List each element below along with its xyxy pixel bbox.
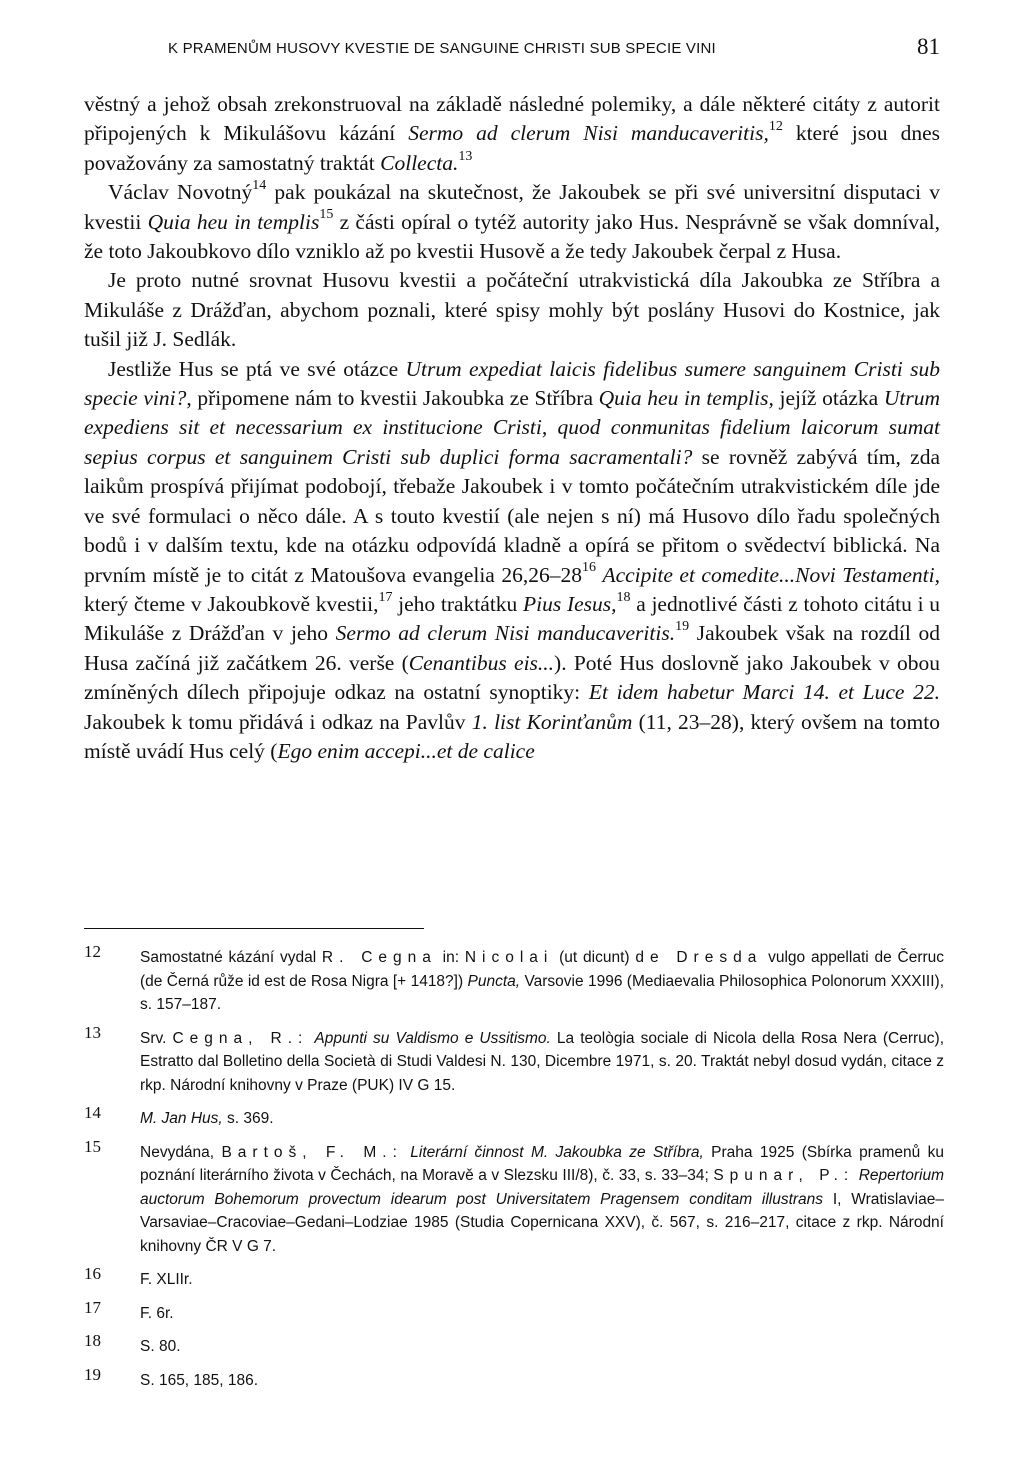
footnote-ref: 19: [675, 619, 690, 635]
author-name: Nicolai: [464, 949, 554, 966]
footnote-number: 15: [84, 1136, 101, 1156]
author-name: Bartoš, F. M.:: [221, 1143, 403, 1161]
author-name: Spunar, P.:: [713, 1167, 855, 1184]
footnote-text: S. 80.: [140, 1338, 181, 1355]
footnote-17: [84, 1297, 944, 1326]
text-span: z části opíral o tytéž autority jako Hus. Nesprávně se však domníval, že toto Jakoubkovo dílo vzniklo až po kvestii Husově a že tedy Jakoubek čerpal z Husa.: [84, 209, 940, 264]
footnote-number: 19: [84, 1364, 101, 1384]
work-title: Puncta,: [467, 972, 521, 990]
work-title: Collecta.: [380, 150, 459, 175]
text-span: Varsovie 1996 (Mediaevalia Philosophica Polonorum XXXIII), s. 157–187.: [140, 972, 945, 1013]
footnote-text: S. 165, 185, 186.: [140, 1371, 259, 1389]
author-name: R. Cegna: [321, 949, 437, 966]
text-span: ). Poté Hus doslovně jako Jakoubek v obou zmíněných dílech připojuje odkaz na ostatní synoptiky:: [84, 650, 940, 705]
quote: Et idem habetur Marci 14. et Luce 22.: [588, 680, 940, 705]
work-title: 1. list Korinťanům: [471, 709, 633, 734]
text-span: který čteme v Jakoubkově kvestii,: [84, 591, 379, 616]
footnote-text: F. XLIIr.: [140, 1271, 193, 1288]
text-span: se rovněž zabývá tím, zda laikům prospívá přijímat podobojí, třebaže Jakoubek i v tomto počátečním utrakvistickém díle jde ve své formulaci o něco dále. A s touto kvestií (ale nejen s ní) má Husovo dílo řadu společných bodů i v dalším textu, kde na otázku odpovídá kladně a opírá se přitom o svědectví biblická. Na prvním místě je to citát z Matoušova evangelia 26,26–28: [84, 444, 940, 587]
paragraph-1: [84, 90, 940, 178]
footnote-13: [84, 1022, 944, 1098]
running-head: K PRAMENŮM HUSOVY KVESTIE DE SANGUINE CHRISTI SUB SPECIE VINI: [168, 40, 716, 57]
text-span: Srv.: [140, 1029, 173, 1047]
footnote-number: 13: [84, 1022, 101, 1042]
footnote-divider: [84, 928, 424, 929]
footnote-16: [84, 1264, 944, 1292]
footnote-15: [84, 1136, 944, 1259]
text-span: Václav Novotný: [108, 180, 253, 205]
text-span: La teològia sociale di Nicola della Rosa Nera (Cerruc), Estratto dal Bolletino della Società di Studi Valdesi N. 130, Dicembre 1971, s. 20. Traktát nebyl dosud vydán, citace z rkp. Národní knihovny v Praze (PUK) IV G 15.: [140, 1029, 944, 1094]
footnote-ref: 17: [378, 589, 393, 605]
footnote-ref: 14: [252, 178, 267, 194]
work-title: Sermo ad clerum Nisi manducaveritis,: [408, 121, 769, 146]
footnote-number: 18: [84, 1331, 101, 1350]
work-title: Appunti su Valdismo e Ussitismo.: [314, 1029, 551, 1047]
text-span: jejíž otázka: [773, 386, 884, 411]
paragraph-4: [84, 355, 940, 767]
work-title: Repertorium auctorum Bohemorum provectum idearum post Universitatem Pragensem conditam illustrans: [140, 1167, 944, 1208]
footnote-number: 16: [84, 1264, 101, 1283]
work-title: Quia heu in templis,: [598, 386, 774, 411]
text-span: Jestliže Hus se ptá ve své otázce: [108, 356, 406, 381]
text-span: které jsou dnes považovány za samostatný traktát: [84, 121, 940, 175]
text-span: in:: [436, 949, 465, 966]
text-span: Samostatné kázání vydal: [140, 949, 322, 966]
work-title: Pius Iesus,: [523, 591, 617, 616]
text-span: pak poukázal na skutečnost, že Jakoubek se při své universitní disputaci v kvestii: [84, 180, 940, 234]
footnote-ref: 18: [616, 589, 631, 605]
text-span: vulgo appellati de Čerruc (de Černá růže id est de Rosa Nigra [+ 1418?]): [140, 949, 945, 990]
page-number: 81: [917, 34, 940, 59]
paragraph-2: [84, 178, 940, 266]
footnote-text: F. 6r.: [140, 1304, 174, 1322]
footnote-ref: 15: [319, 207, 334, 223]
footnote-18: [84, 1331, 944, 1359]
quote: Ego enim accepi...et de calice: [277, 738, 535, 763]
footnote-ref: 16: [581, 560, 596, 576]
author-name: de Dresda: [635, 949, 763, 966]
footnote-number: 14: [84, 1103, 101, 1122]
paragraph-3: Je proto nutné srovnat Husovu kvestii a počáteční utrakvistická díla Jakoubka ze Stříbra a Mikuláše z Drážďan, abychom poznali, které spisy mohly být poslány Husovi do Kostnice, jak tušil již J. Sedlák.: [84, 268, 940, 352]
text-span: s. 369.: [222, 1110, 274, 1127]
text-span: (ut dicunt): [553, 949, 636, 966]
footnote-number: 17: [84, 1297, 101, 1317]
quote: Cenantibus eis...: [408, 650, 555, 675]
footnote-ref: 13: [458, 148, 473, 164]
work-title: Sermo ad clerum Nisi manducaveritis.: [335, 621, 676, 646]
text-span: a jednotlivé části z tohoto citátu i u Mikuláše z Drážďan v jeho: [84, 591, 941, 646]
quote: Accipite et comedite...Novi Testamenti,: [602, 562, 940, 587]
quote: Utrum expediat laicis fidelibus sumere sanguinem Cristi sub specie vini?: [84, 356, 940, 411]
text-span: věstný a jehož obsah zrekonstruoval na základě následné polemiky, a dále některé citáty z autorit připojených k Mikulášovu kázání: [84, 92, 940, 146]
footnotes: [84, 942, 945, 1402]
text-span: Jakoubek k tomu přidává i odkaz na Pavlův: [84, 709, 472, 734]
work-title: Literární činnost M. Jakoubka ze Stříbra,: [410, 1143, 704, 1161]
author-name: Cegna, R.:: [172, 1029, 309, 1047]
work-title: Quia heu in templis: [147, 209, 320, 234]
work-title: M. Jan Hus,: [140, 1110, 223, 1127]
text-span: Jakoubek však na rozdíl od Husa začíná již začátkem 26. verše (: [84, 621, 940, 675]
text-span: Praha 1925 (Sbírka pramenů ku poznání literárního života v Čechách, na Moravě a v Slezsku III/8), č. 33, s. 33–34;: [140, 1143, 944, 1184]
footnote-14: [84, 1103, 944, 1131]
footnote-number: 12: [84, 942, 101, 961]
footnote-ref: 12: [768, 119, 783, 135]
text-span: Nevydána,: [140, 1143, 222, 1161]
text-span: I, Wratislaviae–Varsaviae–Cracoviae–Gedani–Lodziae 1985 (Studia Copernicana XXV), č. 567, s. 216–217, citace z rkp. Národní knihovny ČR V G 7.: [140, 1190, 944, 1255]
footnote-12: [84, 942, 945, 1017]
footnote-19: [84, 1364, 944, 1393]
body-text: [84, 90, 940, 766]
quote: Utrum expediens sit et necessarium ex institucione Cristi, quod conmunitas fidelium laicorum sumat sepius corpus et sanguinem Cristi sub duplici forma sacramentali?: [84, 386, 941, 469]
text-span: (11, 23–28), který ovšem na tomto místě uvádí Hus celý (: [84, 709, 940, 763]
text-span: jeho traktátku: [392, 591, 524, 616]
text-span: , připomene nám to kvestii Jakoubka ze Stříbra: [186, 386, 599, 411]
